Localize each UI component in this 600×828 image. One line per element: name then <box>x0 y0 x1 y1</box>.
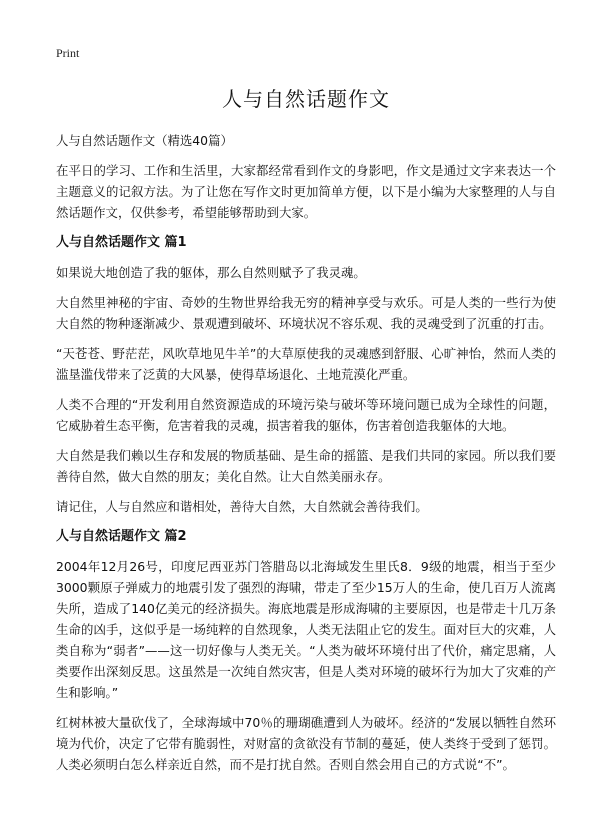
section-paragraph: 请记住，人与自然应和谐相处，善待大自然，大自然就会善待我们。 <box>56 499 428 514</box>
section-paragraph: 如果说大地创造了我的躯体，那么自然则赋予了我灵魂。 <box>56 265 366 280</box>
print-link[interactable]: Print <box>56 46 80 60</box>
section-paragraph: 2004年12月26号，印度尼西亚苏门答腊岛以北海域发生里氏8．9级的地震，相当于至少3000颗原子弹威力的地震引发了强烈的海啸，带走了至少15万人的生命，使几百万人流离失所，造成了140亿美元的经济损失。海底地震是形成海啸的主要原因，也是带走十几万条生命的凶手，这似乎是一场纯粹的自然现象，人类无法阻止它的发生。面对巨大的灾难，人类自称为“弱者”——这一切好像与人类无关。“人类为破坏环境付出了代价，痛定思痛，人类要作出深刻反思。这虽然是一次纯自然灾害，但是人类对环境的破坏行为加大了灾难的产生和影响。” <box>56 559 556 700</box>
section-heading: 人与自然话题作文 篇2 <box>56 529 187 544</box>
intro-paragraph: 在平日的学习、工作和生活里，大家都经常看到作文的身影吧，作文是通过文字来表达一个主题意义的记叙方法。为了让您在写作文时更加简单方便，以下是小编为大家整理的人与自然话题作文，仅供参考，希望能够帮助到大家。 <box>56 163 556 220</box>
section-paragraph: 人类不合理的“开发利用自然资源造成的环境污染与破坏等环境问题已成为全球性的问题，它威胁着生态平衡，危害着我的灵魂，损害着我的躯体，伤害着创造我躯体的大地。 <box>56 397 556 433</box>
section-paragraph: 大自然是我们赖以生存和发展的物质基础、是生命的摇篮、是我们共同的家园。所以我们要善待自然，做大自然的朋友；美化自然。让大自然美丽永存。 <box>56 448 556 484</box>
section-paragraph: “天苍苍、野茫茫，风吹草地见牛羊”的大草原使我的灵魂感到舒服、心旷神怡，然而人类的滥垦滥伐带来了泛黄的大风暴，使得草场退化、土地荒漠化严重。 <box>56 346 556 382</box>
document-page <box>56 46 556 784</box>
section-paragraph: 大自然里神秘的宇宙、奇妙的生物世界给我无穷的精神享受与欢乐。可是人类的一些行为使大自然的物种逐渐减少、景观遭到破坏、环境状况不容乐观、我的灵魂受到了沉重的打击。 <box>56 295 556 331</box>
section-heading: 人与自然话题作文 篇1 <box>56 235 187 250</box>
section-paragraph: 红树林被大量砍伐了，全球海域中70％的珊瑚礁遭到人为破坏。经济的“发展以牺牲自然环境为代价，决定了它带有脆弱性，对财富的贪欲没有节制的蔓延，使人类终于受到了惩罚。人类必须明白怎么样亲近自然，而不是打扰自然。否则自然会用自己的方式说“不”。 <box>56 715 556 772</box>
article-subtitle: 人与自然话题作文（精选40篇） <box>56 133 233 148</box>
page-title: 人与自然话题作文 <box>222 87 390 111</box>
